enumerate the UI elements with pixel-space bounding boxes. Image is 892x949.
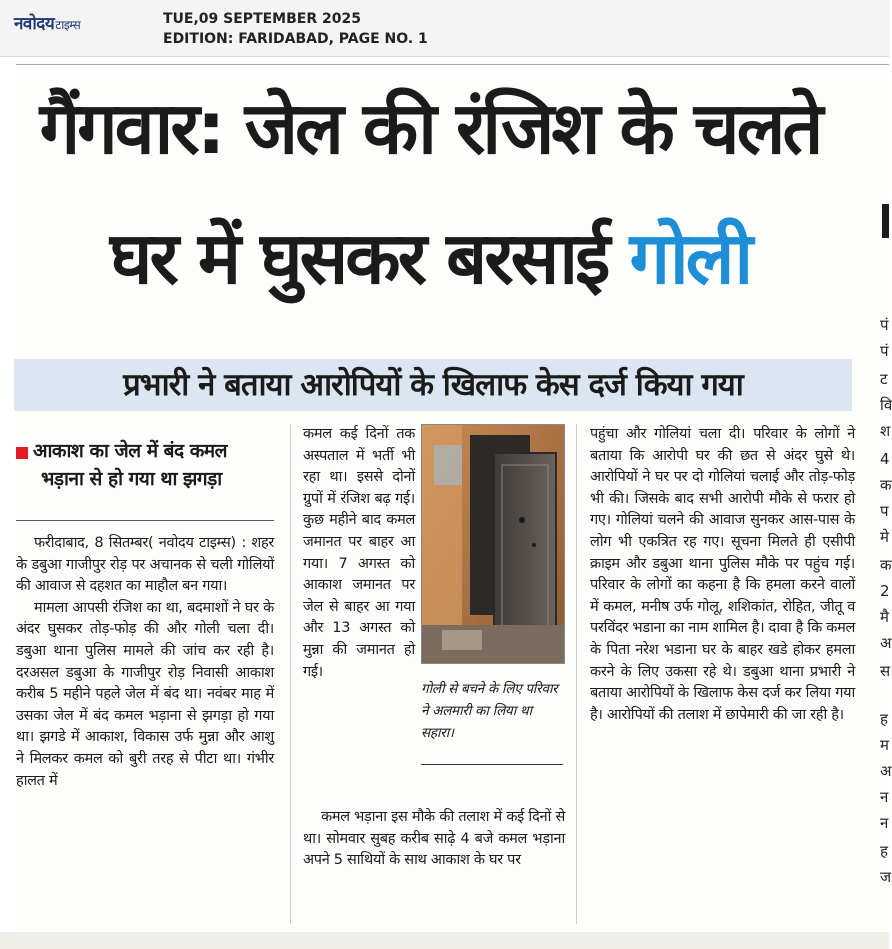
subheadline: प्रभारी ने बताया आरोपियों के खिलाफ केस दर्ज किया गया bbox=[123, 367, 743, 403]
adjacent-glyph: पं bbox=[880, 342, 889, 360]
column-divider bbox=[576, 424, 577, 924]
col1-paragraph-2: मामला आपसी रंजिश का था, बदमाशों ने घर के अंदर घुसकर तोड़-फोड़ की और गोली चला दी। डबुआ थाना पुलिस मामले की जांच कर रही है।दरअसल डबुआ के गाजीपुर रोड़ निवासी आकाश करीब 5 महीने पहले जेल में बंद था। नवंबर माह में उसका जेल में बंद कमल भड़ाना से झगड़ा हो गया था। झगडे में आकाश, विकास उर्फ मुन्ना और आशु ने मिलकर कमल को बुरी तरह से पीटा था। गंभीर हालत में bbox=[16, 599, 274, 789]
headline-accent-word: गोली bbox=[629, 216, 751, 300]
adjacent-glyph: ट bbox=[880, 370, 888, 388]
col3-paragraph-1: पहुंचा और गोलियां चला दी। परिवार के लोगों ने बताया कि आरोपी घर की छत से अंदर घुसे थे। आरोपियों ने घर पर दो गोलियां चलाई और तोड़-फोड़ भी की। जिसके बाद सभी आरोपी मौके से फरार हो गए। गोलियां चलने की आवाज सुनकर आस-पास के लोग भी एकत्रित रह गए। सूचना मिलते ही एसीपी क्राइम और डबुआ थाना पुलिस मौके पर पहुंच गई। परिवार के लोगों का कहना है कि हमला करने वालों में कमल, मनीष उर्फ गोलू, शशिकांत, रोहित, जीतू व परविंदर भडाना का नाम शामिल है। दावा है कि कमल के पिता नरेश भडाना घर के बाहर खडे होकर हमला करने के लिए उकसा रहे थे। डबुआ थाना प्रभारी ने बताया आरोपियों के खिलाफ केस दर्ज कर लिया गया है। आरोपियों की तलाश में छापेमारी की जा रही है। bbox=[590, 426, 855, 723]
adjacent-glyph: प bbox=[880, 502, 889, 520]
headline-line-1: गैंगवार: जेल की रंजिश के चलते bbox=[39, 86, 821, 170]
edition-line: EDITION: FARIDABAD, PAGE NO. 1 bbox=[163, 31, 428, 47]
caption-divider bbox=[421, 764, 563, 765]
kicker-heading bbox=[33, 437, 283, 493]
photo-caption: गोली से बचने के लिए परिवार ने अलमारी का लिया था सहारा। bbox=[421, 681, 558, 741]
adjacent-glyph: मे bbox=[880, 528, 889, 546]
adjacent-glyph: श bbox=[880, 422, 891, 440]
article-photo[interactable] bbox=[421, 424, 565, 664]
adjacent-glyph: अ bbox=[880, 762, 892, 780]
adjacent-glyph: 2 bbox=[880, 582, 890, 600]
article-column-2-continued bbox=[303, 807, 565, 927]
headline-line-2 bbox=[0, 216, 860, 300]
adjacent-glyph: क bbox=[880, 556, 892, 574]
date-line: TUE,09 SEPTEMBER 2025 bbox=[163, 11, 361, 27]
adjacent-glyph: ज bbox=[880, 868, 892, 886]
adjacent-glyph: म bbox=[880, 736, 889, 754]
logo-main: नवोदय bbox=[14, 14, 55, 34]
adjacent-glyph: मै bbox=[880, 608, 889, 626]
headline-line-2-main: घर में घुसकर बरसाई bbox=[109, 216, 608, 300]
adjacent-glyph: वि bbox=[880, 396, 892, 414]
col2-paragraph-1: कमल कई दिनों तक अस्पताल में भर्ती भी रहा था। इससे दोनों ग्रुपों में रंजिश बढ़ गई। कुछ महीने बाद कमल जमानत पर बाहर आ गया। 7 अगस्त को आकाश जमानत पर जेल से बाहर आ गया और 13 अगस्त को मुन्ना की जमानत हो गई। bbox=[303, 426, 415, 680]
col2-paragraph-2: कमल भड़ाना इस मौके की तलाश में कई दिनों से था। सोमवार सुबह करीब साढ़े 4 बजे कमल भड़ाना अपने 5 साथियों के साथ आकाश के घर पर bbox=[303, 809, 565, 869]
adjacent-glyph: ह bbox=[880, 710, 888, 728]
adjacent-glyph: स bbox=[880, 662, 891, 680]
logo-sub: टाइम्स bbox=[55, 18, 81, 32]
adjacent-glyph: अ bbox=[880, 634, 892, 652]
kicker-marker-icon bbox=[16, 447, 28, 459]
adjacent-article-strip bbox=[862, 64, 892, 932]
navodaya-times-logo[interactable] bbox=[14, 11, 80, 34]
article-column-1 bbox=[16, 533, 274, 923]
clipping-top-border bbox=[16, 64, 889, 65]
article-column-3 bbox=[590, 424, 855, 924]
cupboard-photo-icon bbox=[422, 425, 564, 663]
adjacent-glyph: क bbox=[880, 476, 892, 494]
adjacent-headline-fragment bbox=[882, 204, 889, 238]
adjacent-glyph: 4 bbox=[880, 450, 890, 468]
adjacent-glyph: न bbox=[880, 788, 889, 806]
adjacent-glyph: न bbox=[880, 814, 889, 832]
article-column-2 bbox=[303, 424, 415, 809]
kicker-line-2: भड़ाना से हो गया था झगड़ा bbox=[41, 468, 222, 490]
col1-paragraph-1: फरीदाबाद, 8 सितम्बर( नवोदय टाइम्स) : शहर के डबुआ गाजीपुर रोड़ पर अचानक से चली गोलियों की आवाज से दहशत का माहौल बन गया। bbox=[16, 535, 274, 595]
epaper-header bbox=[0, 0, 889, 57]
adjacent-glyph: पं bbox=[880, 316, 889, 334]
kicker-divider bbox=[16, 520, 274, 521]
column-divider bbox=[290, 424, 291, 924]
page-footer-band bbox=[0, 932, 889, 949]
kicker-line-1: आकाश का जेल में बंद कमल bbox=[33, 440, 228, 462]
adjacent-glyph: ह bbox=[880, 842, 888, 860]
edition-meta bbox=[163, 9, 428, 49]
